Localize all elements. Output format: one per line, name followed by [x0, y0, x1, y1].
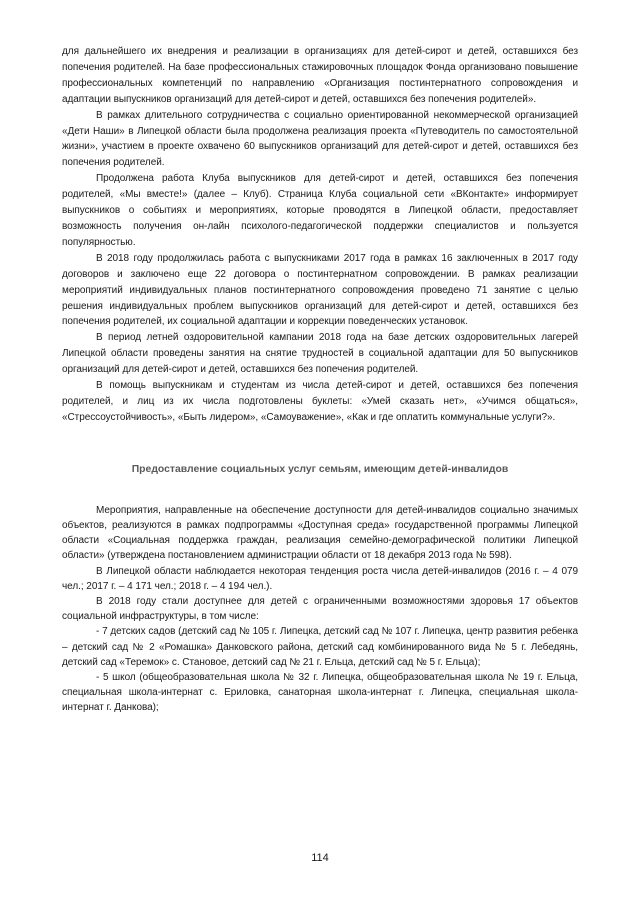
paragraph: для дальнейшего их внедрения и реализации в организациях для детей-сирот и детей, оставшихся без попечения родителей. На базе профессиональных стажировочных площадок Фонда организовано повышение профессиональных компетенций по направлению «Организация постинтернатного сопровождения и адаптации выпускников организаций для детей-сирот и детей, оставшихся без попечения родителей».: [62, 46, 578, 105]
paragraph: В 2018 году стали доступнее для детей с ограниченными возможностями здоровья 17 объектов социальной инфраструктуры, в том числе:: [62, 595, 578, 623]
paragraph: В помощь выпускникам и студентам из числа детей-сирот и детей, оставшихся без попечения родителей, и лиц из их числа подготовлены буклеты: «Умей сказать нет», «Учимся общаться», «Стрессоустойчивость», «Быть лидером», «Самоуважение», «Как и где оплатить коммунальные услуги?».: [62, 380, 578, 423]
paragraph: В Липецкой области наблюдается некоторая тенденция роста числа детей-инвалидов (2016 г. – 4 079 чел.; 2017 г. – 4 171 чел.; 2018 г. – 4 194 чел.).: [62, 565, 578, 592]
paragraph: В 2018 году продолжилась работа с выпускниками 2017 года в рамках 16 заключенных в 2017 году договоров и заключено еще 22 договора о постинтернатном сопровождении. В рамках реализации мероприятий индивидуальных планов постинтернатного сопровождения проведено 71 занятие с целью решения индивидуальных проблем выпускников организаций для детей-сирот и детей, оставшихся без попечения родителей, их социальной адаптации и коррекции поведенческих установок.: [62, 252, 578, 328]
page-number: 114: [311, 852, 329, 864]
paragraph: В период летней оздоровительной кампании 2018 года на базе детских оздоровительных лагерей Липецкой области проведены занятия на снятие трудностей в социальной адаптации для 50 выпускников организаций для детей-сирот и детей, оставшихся без попечения родителей.: [62, 332, 578, 376]
top-text-block: [62, 44, 578, 426]
bottom-text-block: [62, 503, 578, 716]
paragraph: Мероприятия, направленные на обеспечение доступности для детей-инвалидов социально значимых объектов, реализуются в рамках подпрограммы «Доступная среда» государственной программы Липецкой области «Социальная поддержка граждан, реализация семейно-демографической политики Липецкой области» (утверждена постановлением администрации области от 18 декабря 2013 года № 598).: [62, 504, 578, 562]
list-item: - 5 школ (общеобразовательная школа № 32 г. Липецка, общеобразовательная школа № 19 г. Ельца, специальная школа-интернат с. Ериловка, санаторная школа-интернат г. Липецка, специальная школа-интернат г. Данкова);: [62, 671, 578, 714]
paragraph: Продолжена работа Клуба выпускников для детей-сирот и детей, оставшихся без попечения родителей, «Мы вместе!» (далее – Клуб). Страница Клуба социальной сети «ВКонтакте» информирует выпускников о событиях и мероприятиях, которые проводятся в Липецкой области, предоставляет возможность получения он-лайн психолого-педагогической поддержки специалистов и пользуется популярностью.: [62, 173, 578, 248]
page-content: [62, 44, 578, 716]
section-heading: Предоставление социальных услуг семьям, имеющим детей-инвалидов: [131, 463, 509, 475]
list-item: - 7 детских садов (детский сад № 105 г. Липецка, детский сад № 107 г. Липецка, центр развития ребенка – детский сад № 2 «Ромашка» Данковского района, детский сад комбинированного вида № 5 г. Лебедянь, детский сад «Теремок» с. Становое, детский сад № 21 г. Ельца, детский сад № 5 г. Ельца);: [62, 626, 578, 668]
paragraph: В рамках длительного сотрудничества с социально ориентированной некоммерческой организацией «Дети Наши» в Липецкой области была продолжена реализация проекта «Путеводитель по самостоятельной жизни», участием в проекте охвачено 60 выпускников организаций для детей-сирот и детей, оставшихся без попечения родителей.: [62, 109, 578, 169]
